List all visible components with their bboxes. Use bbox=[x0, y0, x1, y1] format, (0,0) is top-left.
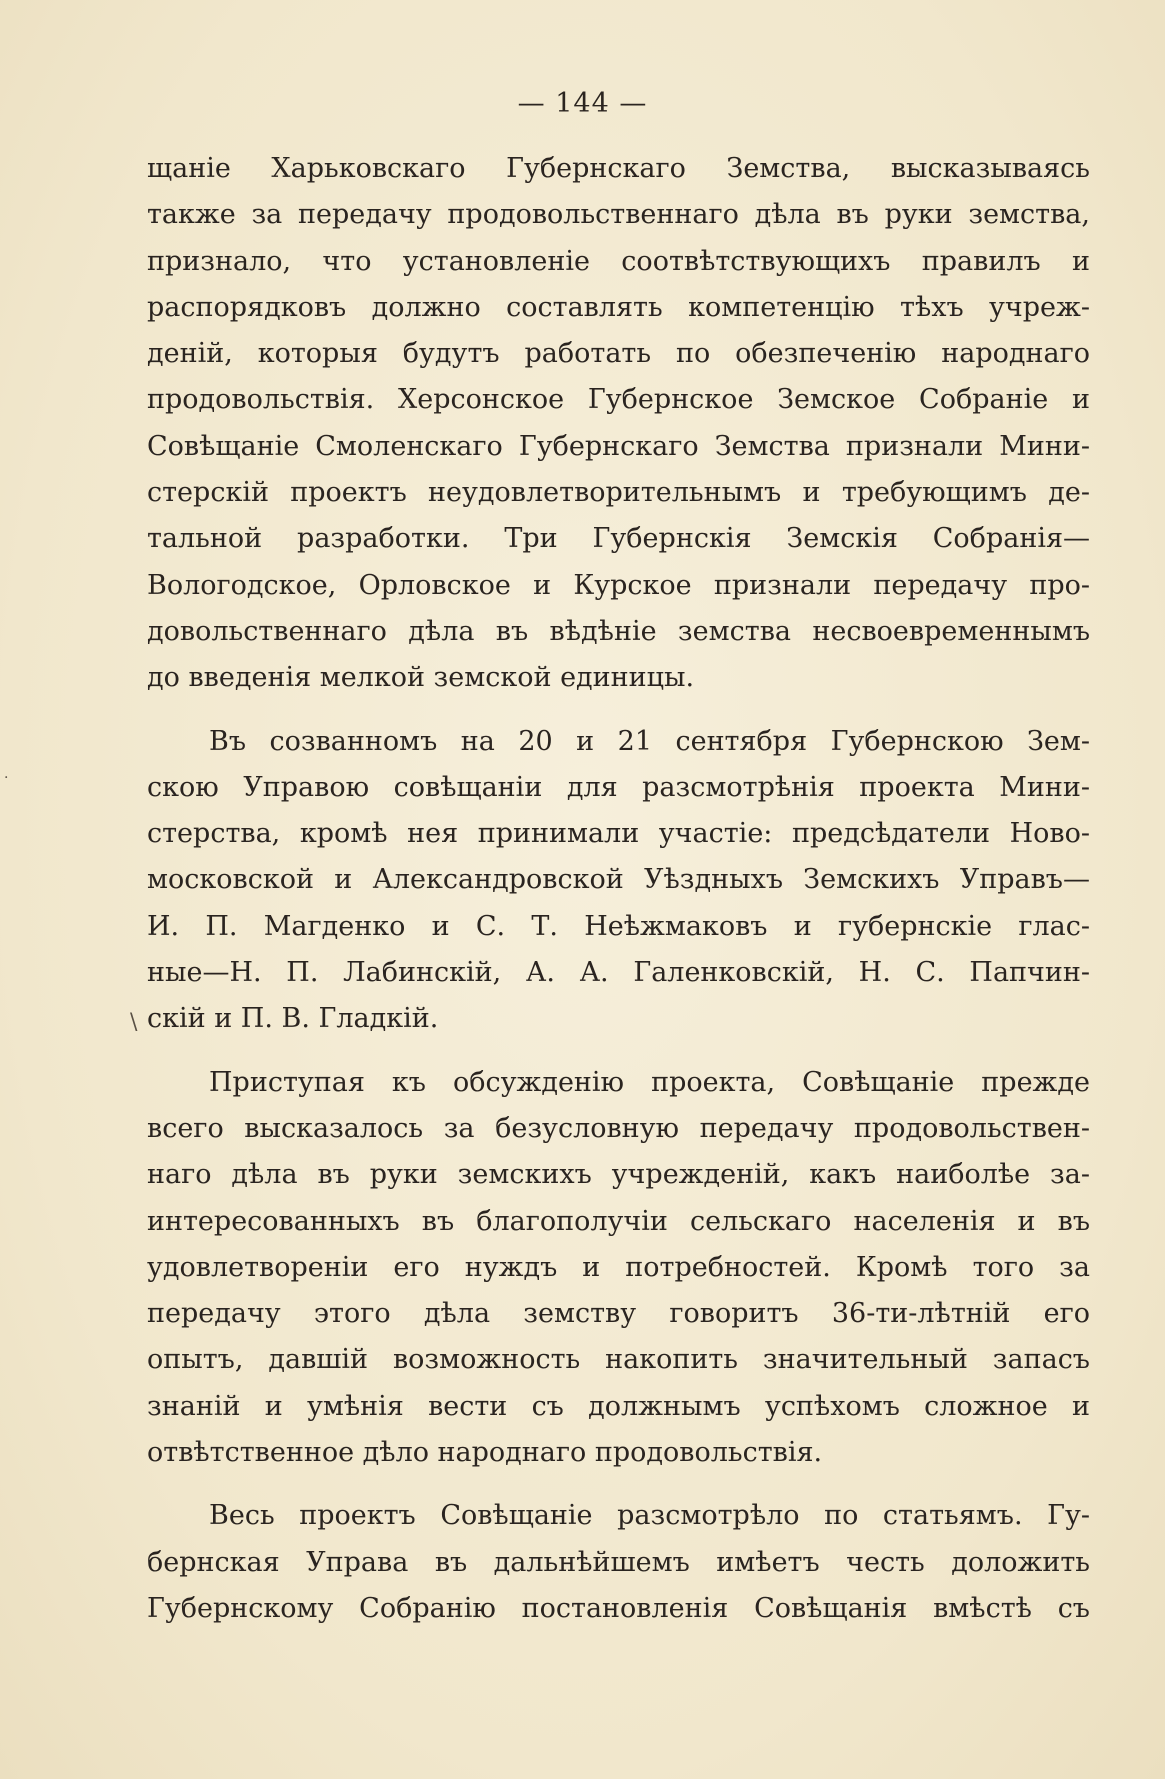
text-line: также за передачу продовольственнаго дѣла въ руки земства, bbox=[147, 199, 1090, 231]
text-line: Губернскому Собранію постановленія Совѣщанія вмѣстѣ съ bbox=[147, 1592, 1090, 1624]
text-line: Совѣщаніе Смоленскаго Губернскаго Земства признали Мини- bbox=[147, 430, 1090, 462]
text-line: распорядковъ должно составлять компетенцію тѣхъ учреж- bbox=[147, 291, 1090, 323]
body-text bbox=[147, 146, 1090, 1640]
text-line: до введенія мелкой земской единицы. bbox=[147, 662, 695, 694]
paragraph-3 bbox=[147, 1060, 1090, 1477]
text-line: передачу этого дѣла земству говоритъ 36-ти-лѣтній его bbox=[147, 1298, 1090, 1330]
paragraph-2 bbox=[147, 719, 1090, 1043]
text-line: скою Управою совѣщаніи для разсмотрѣнія проекта Мини- bbox=[147, 771, 1090, 803]
text-line: щаніе Харьковскаго Губернскаго Земства, высказываясь bbox=[147, 153, 1090, 184]
paragraph-gap bbox=[147, 1484, 1090, 1493]
page-number: — 144 — bbox=[517, 88, 648, 119]
text-line: признало, что установленіе соотвѣтствующихъ правилъ и bbox=[147, 245, 1090, 277]
text-line: Въ созванномъ на 20 и 21 сентября Губернскою Зем- bbox=[209, 725, 1090, 757]
margin-dot-mark: · bbox=[4, 770, 9, 786]
text-line: Вологодское, Орловское и Курское признали передачу про- bbox=[147, 569, 1090, 601]
text-line: отвѣтственное дѣло народнаго продовольствія. bbox=[147, 1437, 823, 1469]
text-line: всего высказалось за безусловную передачу продовольствен- bbox=[147, 1112, 1090, 1144]
text-line: И. П. Магденко и С. Т. Неѣжмаковъ и губернскіе глас- bbox=[147, 910, 1090, 942]
text-line: наго дѣла въ руки земскихъ учрежденій, какъ наиболѣе за- bbox=[147, 1159, 1090, 1191]
text-line: довольственнаго дѣла въ вѣдѣніе земства несвоевременнымъ bbox=[147, 615, 1090, 647]
paragraph-gap bbox=[147, 1051, 1090, 1060]
text-line: знаній и умѣнія вести съ должнымъ успѣхомъ сложное и bbox=[147, 1390, 1090, 1422]
text-line: опытъ, давшій возможность накопить значительный запасъ bbox=[147, 1344, 1090, 1376]
text-line: интересованныхъ въ благополучіи сельскаго населенія и въ bbox=[147, 1205, 1090, 1237]
text-line: московской и Александровской Уѣздныхъ Земскихъ Управъ— bbox=[147, 864, 1090, 896]
paragraph-gap bbox=[147, 710, 1090, 719]
text-line: Весь проектъ Совѣщаніе разсмотрѣло по статьямъ. Гу- bbox=[209, 1500, 1090, 1532]
text-line: бернская Управа въ дальнѣйшемъ имѣетъ честь доложить bbox=[147, 1546, 1090, 1578]
text-line: Приступая къ обсужденію проекта, Совѣщаніе прежде bbox=[209, 1066, 1090, 1098]
text-line: стерскій проектъ неудовлетворительнымъ и требующимъ де- bbox=[147, 477, 1090, 509]
text-line: стерства, кромѣ нея принимали участіе: предсѣдатели Ново- bbox=[147, 818, 1090, 850]
text-line: скій и П. В. Гладкій. bbox=[147, 1003, 439, 1035]
paragraph-1 bbox=[147, 146, 1090, 702]
text-line: тальной разработки. Три Губернскія Земскія Собранія— bbox=[147, 523, 1090, 555]
text-line: деній, которыя будутъ работать по обезпеченію народнаго bbox=[147, 338, 1090, 370]
text-line: продовольствія. Херсонское Губернское Земское Собраніе и bbox=[147, 384, 1090, 416]
text-line: ные—Н. П. Лабинскій, А. А. Галенковскій, Н. С. Папчин- bbox=[147, 957, 1090, 989]
text-line: удовлетвореніи его нуждъ и потребностей. Кромѣ того за bbox=[147, 1251, 1090, 1283]
margin-tick-mark: \ bbox=[130, 1010, 138, 1035]
paragraph-4 bbox=[147, 1493, 1090, 1632]
